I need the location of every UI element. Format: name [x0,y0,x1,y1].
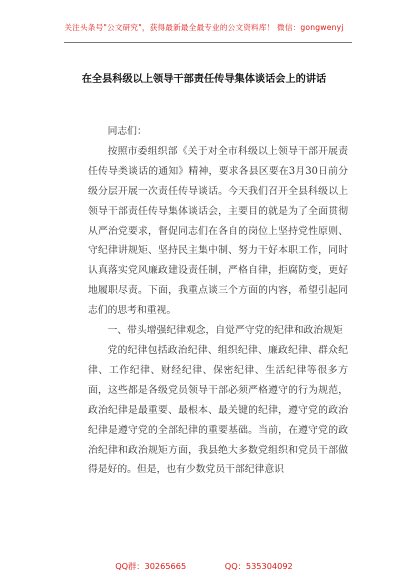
header-banner: 关注头条号"公文研究"，获得最新最全最专业的公文资料库！ 微信：gongwenyj [64,23,344,32]
footer-qq: QQ：535304092 [224,561,293,571]
document-body [88,122,348,480]
header-divider [64,42,352,43]
salutation: 同志们： [107,126,147,137]
document-title: 在全县科级以上领导干部责任传导集体谈话会上的讲话 [81,74,327,85]
section-heading: 一、带头增强纪律观念，自觉严守党的纪律和政治规矩 [107,325,343,337]
footer-qq-group: QQ群：30265665 [115,561,187,571]
body-paragraph: 党的纪律包括政治纪律、组织纪律、廉政纪律、群众纪律、工作纪律、财经纪律、保密纪律、生活纪律等很多方面，这些都是各级党员领导干部必须严格遵守的行为规范，政治纪律是最重要、最根本、最关键的纪律，遵守党的政治纪律是遵守党的全部纪律的重要基础。当前，在遵守党的政治纪律和政治规矩方面，我县绝大多数党组织和党员干部做得是好的。但是，也有少数党员干部纪律意识 [88,344,348,476]
body-paragraph: 按照市委组织部《关于对全市科级以上领导干部开展责任传导类谈话的通知》精神，要求各县区要在3月30日前分级分层开展一次责任传导谈话。今天我们召开全县科级以上领导干部责任传导集体谈话会，主要目的就是为了全面贯彻从严治党要求，督促同志们在各自的岗位上坚持党性原则、守纪律讲规矩、坚持民主集中制、努力干好本职工作，同时认真落实党风廉政建设责任制，严格自律，拒腐防变，更好地履职尽责。下面，我重点谈三个方面的内容，希望引起同志们的思考和重视。 [88,145,348,317]
footer-contact [0,561,408,572]
